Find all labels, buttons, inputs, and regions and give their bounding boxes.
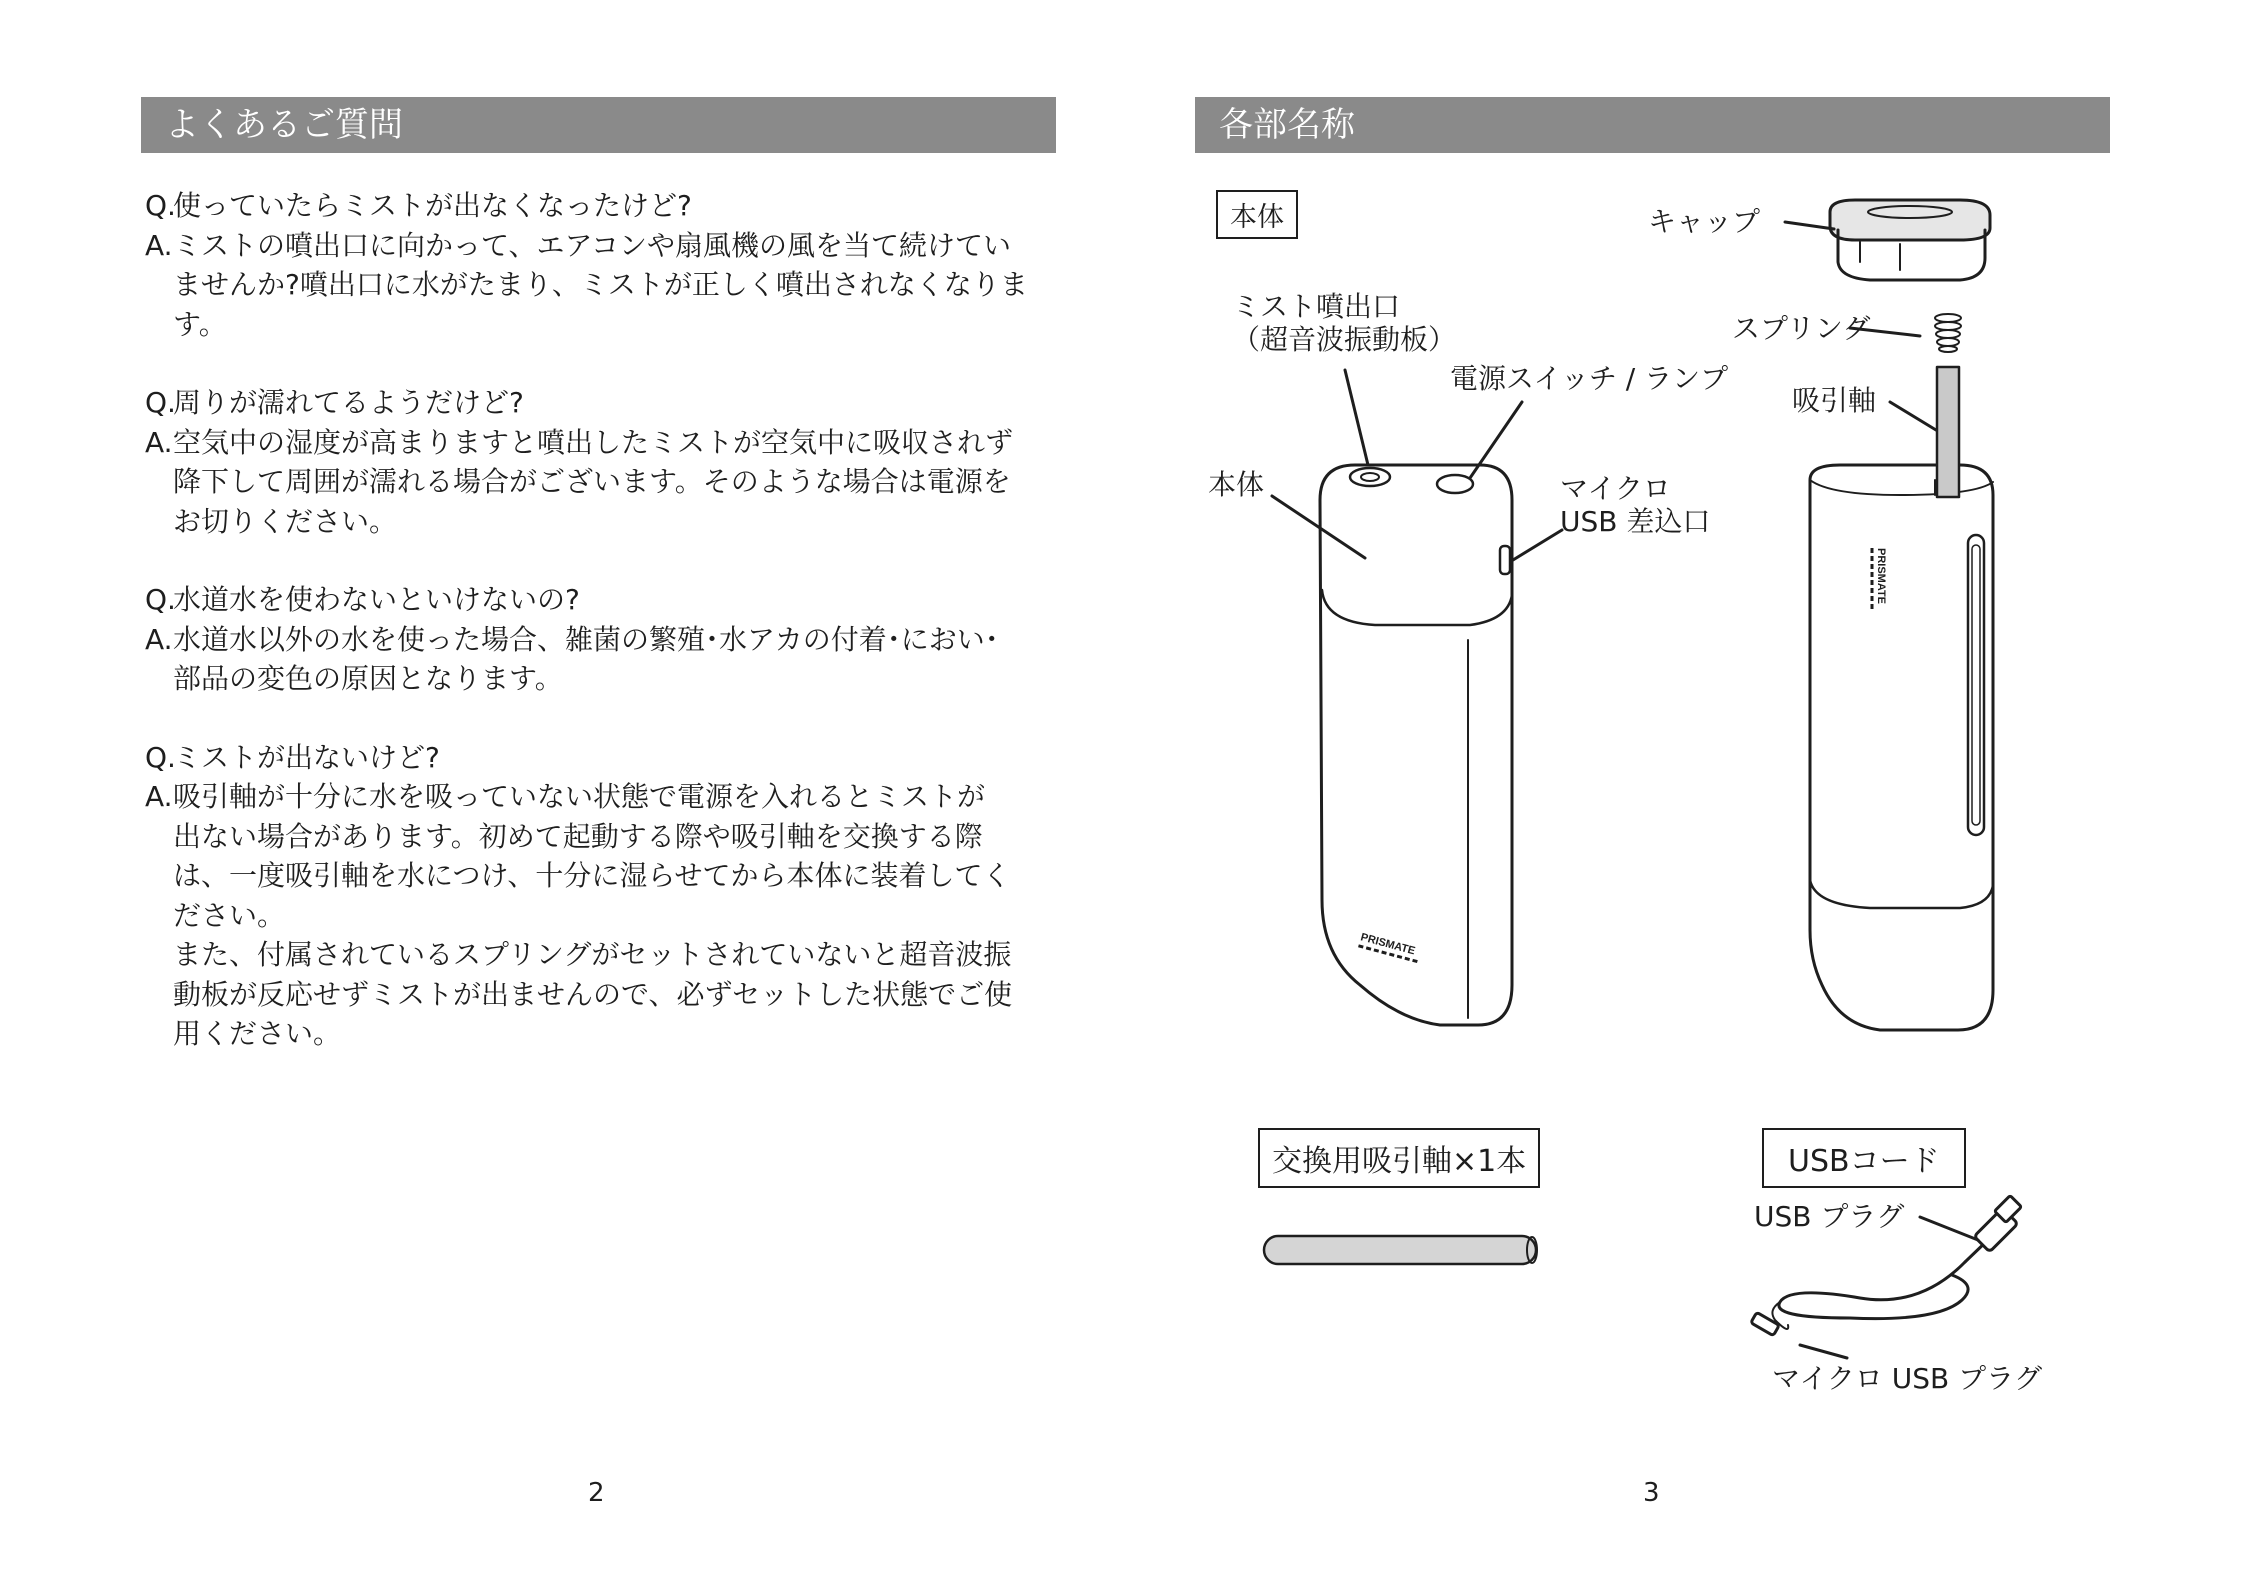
spare-wick-illustration [1264,1236,1536,1264]
label-wick: 吸引軸 [1792,384,1877,417]
question-text: 周りが濡れてるようだけど? [173,386,524,419]
label-usb-plug: USB プラグ [1754,1200,1905,1233]
page-number-right: 3 [1643,1478,1660,1508]
faq-title: よくあるご質問 [165,105,403,145]
brand-mark: PRISMATE [1359,931,1417,958]
wick-illustration [1937,367,1959,497]
mist-outlet-illustration [1350,468,1390,486]
brand-logo-back [1872,548,1887,610]
question-prefix: Q. [145,189,176,222]
leader-line [1920,1217,1978,1240]
answer-text: ミストの噴出口に向かって、エアコンや扇風機の風を当て続けてい ませんか?噴出口に水がたまり、ミストが正しく噴出されなくなりま す。 [173,228,1028,341]
usb-port-illustration [1500,546,1510,574]
brand-mark: PRISMATE [1875,548,1887,605]
leader-line [1345,370,1368,465]
usb-cord-box: USBコード [1762,1128,1966,1188]
spare-wick-box: 交換用吸引軸×1本 [1258,1128,1540,1188]
label-power-switch: 電源スイッチ / ランプ [1450,362,1729,395]
label-micro-usb-plug: マイクロ USB プラグ [1772,1362,2043,1395]
leader-line [1800,1345,1847,1358]
leader-line [1272,496,1365,558]
label-cap: キャップ [1648,205,1761,238]
label-micro-usb-port: マイクロ USB 差込口 [1560,472,1711,538]
leader-line [1890,402,1936,430]
answer-text: 吸引軸が十分に水を吸っていない状態で電源を入れるとミストが 出ない場合があります。初めて起動する際や吸引軸を交換する際 は、一度吸引軸を水につけ、十分に湿らせてから本体に装着してく ださい。 また、付属されているスプリングがセットされていないと超音波振 動板が反応せずミストが出ませんので、必ずセットした状態でご使 用ください。 [173,780,1013,1050]
spring-illustration [1935,314,1961,352]
page-number-left: 2 [588,1478,605,1508]
label-body: 本体 [1208,468,1265,501]
parts-title: 各部名称 [1219,105,1355,145]
body-heading-box: 本体 [1216,190,1298,239]
question-prefix: Q. [145,740,176,774]
leader-line [1785,222,1834,229]
question-prefix: Q. [145,583,176,616]
question-text: 水道水を使わないといけないの? [173,583,580,616]
label-mist-outlet: ミスト噴出口 （超音波振動板） [1232,290,1457,356]
answer-text: 水道水以外の水を使った場合、雑菌の繁殖･水アカの付着･におい･ 部品の変色の原因となります。 [173,622,999,695]
answer-text: 空気中の湿度が高まりますと噴出したミストが空気中に吸収されず 降下して周囲が濡れる場合がございます。そのような場合は電源を お切りください。 [173,425,1014,538]
answer-prefix: A. [145,425,173,459]
label-spring: スプリング [1732,312,1871,345]
brand-logo-front [1358,931,1422,962]
question-text: 使っていたらミストが出なくなったけど? [173,189,692,222]
answer-prefix: A. [145,228,173,262]
question-text: ミストが出ないけど? [173,740,440,774]
question-prefix: Q. [145,386,176,419]
power-switch-illustration [1437,475,1473,493]
answer-prefix: A. [145,780,173,813]
exploded-body-illustration [1810,465,1993,1030]
cap-illustration [1830,200,1990,280]
answer-prefix: A. [145,622,173,656]
leader-line [1513,530,1562,560]
